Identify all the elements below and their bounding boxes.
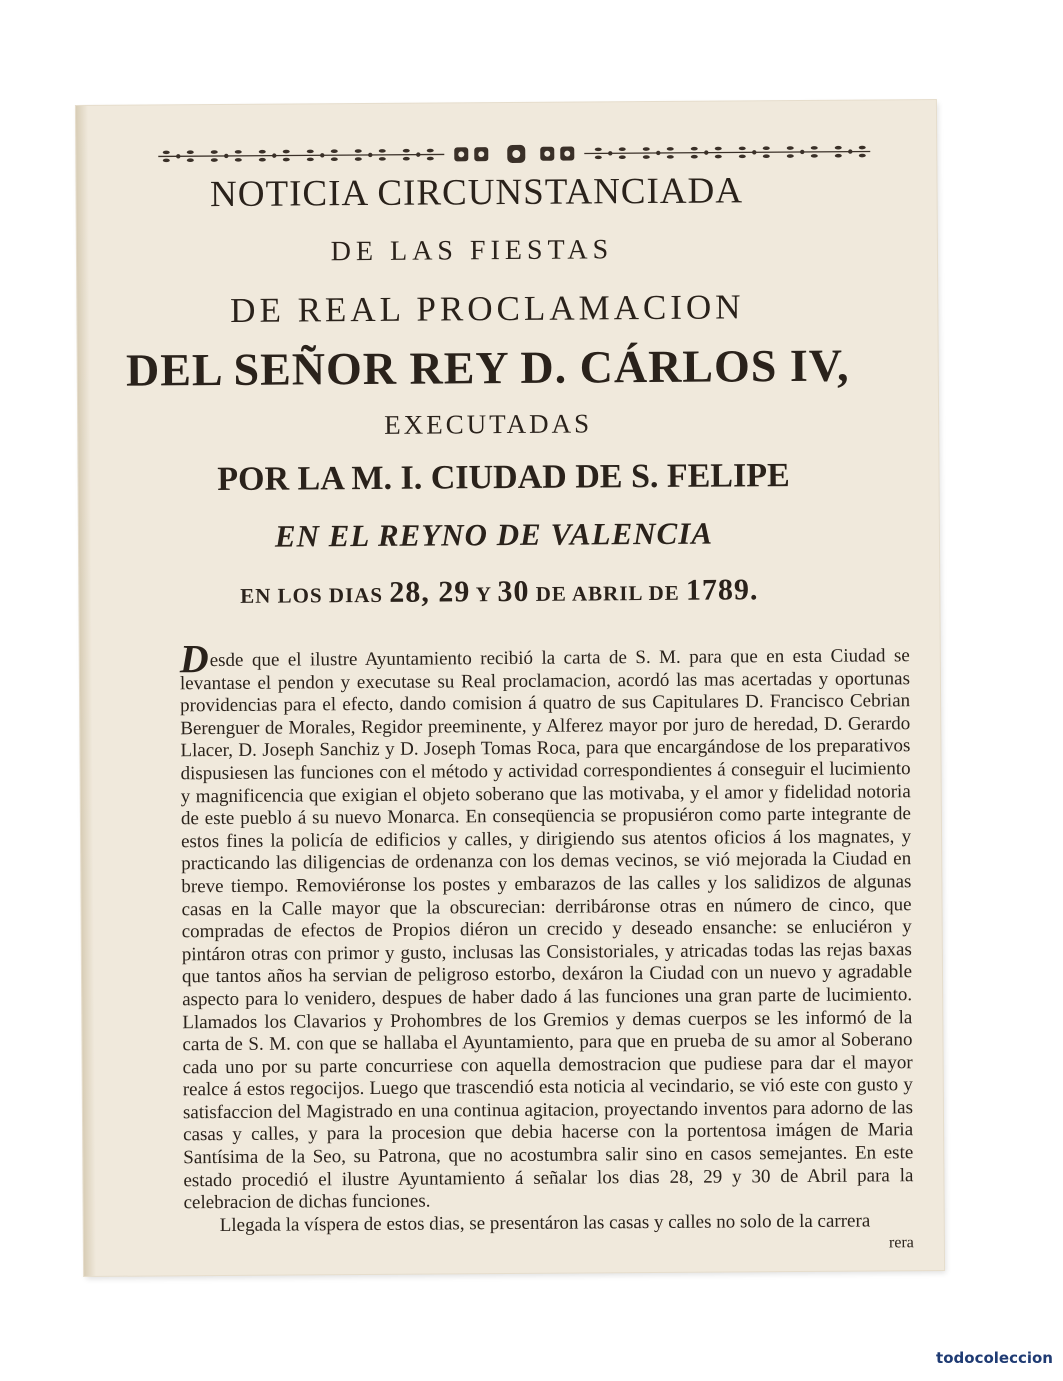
catchword: rera xyxy=(888,1234,914,1252)
date-prefix: EN LOS DIAS xyxy=(240,582,390,608)
title-line-2: DE LAS FIESTAS xyxy=(330,234,614,268)
date-line xyxy=(59,560,939,626)
title-line-3: DE REAL PROCLAMACION xyxy=(230,287,745,330)
title-line-1: NOTICIA CIRCUNSTANCIADA xyxy=(209,170,744,216)
paragraph-1-text: esde que el ilustre Ayuntamiento recibió la carta de S. M. para que en esta Ciudad se levantase el pendon y executase su Real proclamacion, acordó las mas acertadas y oportunas providencias para el efecto, dando comision á quatro de sus Capitulares D. Francisco Cebrian Berenguer de Morales, Regidor preeminente, y Alferez mayor por juro de heredad, D. Gerardo Llacer, D. Joseph Sanchiz y D. Joseph Tomas Roca, para que encargándose de los preparativos dispusiesen las funciones con el método y actividad correspondientes á conseguir el lucimiento y magnificencia que exigian el objeto soberano que las motivaba, y el amor y fidelidad notoria de este pueblo á su nuevo Monarca. En conseqüencia se propusiéron como parte integrante de estos fines la policía de edificios y calles, y dirigiendo sus atentos oficios á los magnates, y practicando las diligencias de ordenanza con los demas vecinos, se vió mejorada la Ciudad en breve tiempo. Removiéronse los postes y embarazos de las calles y los salidizos de algunas casas en la Calle mayor que la obscurecian: derribáronse otras en número de cinco, que compradas de efectos de Propios diéron un crecido y deseado ensanche: se enluciéron y pintáron otras con primor y gusto, inclusas las Consistoriales, y atricadas todas las rejas baxas que tantos años ha servian de peligroso estorbo, dexáron la Ciudad con un nuevo y agradable aspecto para lo venidero, despues de haber dado á las funciones una gran parte de lucimiento. Llamados los Clavarios y Prohombres de los Gremios y demas cuerpos se les informó de la carta de S. M. con que se hallaba el Ayuntamiento, para que en prueba de su amor al Soberano cada uno por su parte concurriese con aquella demostracion que pudiese para dar el mayor realce á estos regocijos. Luego que trascendió esta noticia al vecindario, se vió este con gusto y satisfaccion del Magistrado en una continua agitacion, proyectando inventos para adorno de las casas y calles, y para la procesion que debia hacerse con la portentosa imágen de Maria Santísima de la Seo, su Patrona, que no acostumbra salir sino en casos semejantes. En este estado procedió el ilustre Ayuntamiento á señalar los dias 28, 29 y 30 de Abril para la celebracion de dichas funciones. xyxy=(179,645,914,1214)
title-block xyxy=(76,162,939,626)
title-line-6: POR LA M. I. CIUDAD DE S. FELIPE xyxy=(217,457,790,499)
date-and: Y xyxy=(470,582,498,607)
date-day-3: 30 xyxy=(497,574,530,609)
drop-cap: D xyxy=(179,636,209,682)
title-line-7: EN EL REYNO DE VALENCIA xyxy=(274,515,714,554)
paragraph-1 xyxy=(179,636,914,1215)
document-page xyxy=(76,100,944,1276)
date-year: 1789. xyxy=(685,573,759,607)
date-month: DE ABRIL DE xyxy=(529,580,687,606)
date-day-2: 29 xyxy=(438,575,471,609)
date-sep-1: , xyxy=(421,575,439,609)
title-line-5: EXECUTADAS xyxy=(384,408,593,440)
watermark-logo: todocoleccion xyxy=(936,1349,1053,1367)
date-day-1: 28 xyxy=(389,575,422,609)
body-text xyxy=(179,636,914,1260)
title-line-4: DEL SEÑOR REY D. CÁRLOS IV, xyxy=(125,339,850,396)
paragraph-2: Llegada la víspera de estos dias, se presentáron las casas y calles no solo de la carrera xyxy=(219,1210,871,1236)
